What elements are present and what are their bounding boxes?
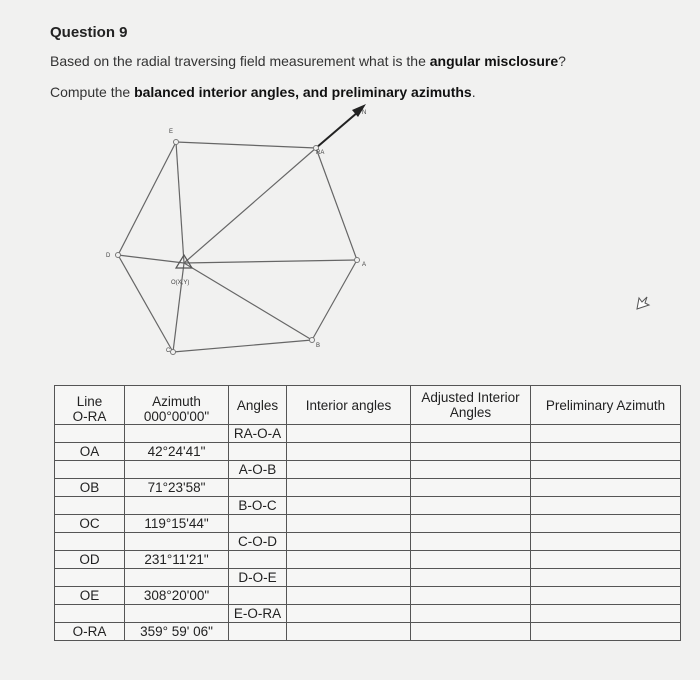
preliminary-azimuth-input[interactable] bbox=[531, 587, 681, 605]
col-header-adjusted-line1: Adjusted Interior bbox=[421, 390, 520, 405]
table-row-line bbox=[55, 587, 681, 605]
azimuth-cell: 119°15'44" bbox=[125, 515, 229, 533]
interior-angle-input[interactable] bbox=[287, 479, 411, 497]
angle-name-cell: RA-O-A bbox=[229, 425, 287, 443]
adjusted-angle-input[interactable] bbox=[411, 479, 531, 497]
station-D-marker bbox=[116, 253, 121, 258]
table-row-angle bbox=[55, 461, 681, 479]
ray-O-D bbox=[118, 255, 184, 263]
preliminary-azimuth-input[interactable] bbox=[531, 515, 681, 533]
edge-A-B bbox=[312, 260, 357, 340]
col-header-line bbox=[55, 386, 125, 425]
label-RA: RA bbox=[316, 150, 325, 156]
empty-cell bbox=[125, 461, 229, 479]
question-text-bold: angular misclosure bbox=[429, 53, 559, 69]
edge-C-D bbox=[118, 255, 173, 352]
empty-cell bbox=[55, 533, 125, 551]
table-row-angle bbox=[55, 569, 681, 587]
table-row-line bbox=[55, 551, 681, 569]
line-name-cell: O-RA bbox=[55, 623, 125, 641]
empty-cell bbox=[229, 515, 287, 533]
adjusted-angle-input[interactable] bbox=[411, 515, 531, 533]
preliminary-azimuth-input[interactable] bbox=[531, 479, 681, 497]
edge-RA-A bbox=[316, 148, 357, 260]
edge-D-E bbox=[118, 142, 176, 255]
col-header-adjusted-line2: Angles bbox=[449, 405, 492, 420]
azimuth-cell: 359° 59' 06" bbox=[125, 623, 229, 641]
preliminary-azimuth-input[interactable] bbox=[531, 533, 681, 551]
preliminary-azimuth-input[interactable] bbox=[531, 623, 681, 641]
label-D: D bbox=[106, 253, 111, 259]
adjusted-angle-input[interactable] bbox=[411, 587, 531, 605]
col-header-azimuth-text: Azimuth bbox=[152, 394, 201, 409]
table-row-line bbox=[55, 479, 681, 497]
empty-cell bbox=[125, 533, 229, 551]
interior-angle-input[interactable] bbox=[287, 461, 411, 479]
ray-O-A bbox=[184, 260, 357, 263]
adjusted-angle-input[interactable] bbox=[411, 569, 531, 587]
traverse-table bbox=[54, 385, 681, 641]
empty-cell bbox=[229, 443, 287, 461]
label-E: E bbox=[169, 129, 174, 135]
first-azimuth-value: 000°00'00" bbox=[143, 409, 210, 424]
north-arrow-shaft bbox=[316, 112, 358, 148]
empty-cell bbox=[55, 425, 125, 443]
first-line-value: O-RA bbox=[72, 409, 107, 424]
station-B-marker bbox=[310, 338, 315, 343]
station-E-marker bbox=[174, 140, 179, 145]
interior-angle-input[interactable] bbox=[287, 569, 411, 587]
adjusted-angle-input[interactable] bbox=[411, 443, 531, 461]
empty-cell bbox=[55, 605, 125, 623]
table-header-row bbox=[55, 386, 681, 425]
interior-angle-input[interactable] bbox=[287, 623, 411, 641]
preliminary-azimuth-input[interactable] bbox=[531, 443, 681, 461]
preliminary-azimuth-input[interactable] bbox=[531, 605, 681, 623]
empty-cell bbox=[229, 623, 287, 641]
label-A: A bbox=[362, 262, 367, 268]
instruction-text-part: . bbox=[471, 84, 476, 100]
col-header-adjusted bbox=[411, 386, 531, 425]
table-row-line bbox=[55, 623, 681, 641]
preliminary-azimuth-input[interactable] bbox=[531, 461, 681, 479]
ray-O-B bbox=[184, 263, 312, 340]
adjusted-angle-input[interactable] bbox=[411, 497, 531, 515]
interior-angle-input[interactable] bbox=[287, 587, 411, 605]
empty-cell bbox=[125, 569, 229, 587]
preliminary-azimuth-input[interactable] bbox=[531, 497, 681, 515]
interior-angle-input[interactable] bbox=[287, 497, 411, 515]
adjusted-angle-input[interactable] bbox=[411, 461, 531, 479]
angle-name-cell: A-O-B bbox=[229, 461, 287, 479]
col-header-preliminary: Preliminary Azimuth bbox=[531, 386, 681, 425]
empty-cell bbox=[229, 479, 287, 497]
station-C-marker bbox=[171, 350, 176, 355]
angle-name-cell: D-O-E bbox=[229, 569, 287, 587]
table-row-line bbox=[55, 515, 681, 533]
line-name-cell: OD bbox=[55, 551, 125, 569]
edge-E-RA bbox=[176, 142, 316, 148]
instruction-text-part: Compute the bbox=[50, 84, 135, 100]
line-name-cell: OA bbox=[55, 443, 125, 461]
angle-name-cell: C-O-D bbox=[229, 533, 287, 551]
empty-cell bbox=[55, 569, 125, 587]
angle-name-cell: B-O-C bbox=[229, 497, 287, 515]
col-header-interior: Interior angles bbox=[287, 386, 411, 425]
empty-cell bbox=[229, 551, 287, 569]
instruction-text-bold: balanced interior angles, and preliminary azimuths bbox=[134, 84, 472, 100]
col-header-angles: Angles bbox=[229, 386, 287, 425]
table-row-angle bbox=[55, 533, 681, 551]
col-header-line-text: Line bbox=[76, 394, 103, 409]
interior-angle-input[interactable] bbox=[287, 551, 411, 569]
empty-cell bbox=[229, 587, 287, 605]
station-A-marker bbox=[355, 258, 360, 263]
adjusted-angle-input[interactable] bbox=[411, 605, 531, 623]
interior-angle-input[interactable] bbox=[287, 533, 411, 551]
table-row-angle bbox=[55, 497, 681, 515]
adjusted-angle-input[interactable] bbox=[411, 623, 531, 641]
edge-B-C bbox=[173, 340, 312, 352]
table-row-angle bbox=[55, 425, 681, 443]
col-header-azimuth bbox=[125, 386, 229, 425]
label-C: C bbox=[166, 348, 171, 354]
preliminary-azimuth-input[interactable] bbox=[531, 425, 681, 443]
azimuth-cell: 231°11'21" bbox=[125, 551, 229, 569]
preliminary-azimuth-input[interactable] bbox=[531, 551, 681, 569]
question-title: Question 9 bbox=[50, 24, 128, 41]
interior-angle-input[interactable] bbox=[287, 425, 411, 443]
label-B: B bbox=[316, 343, 321, 349]
azimuth-cell: 71°23'58" bbox=[125, 479, 229, 497]
ray-O-E bbox=[176, 142, 184, 263]
label-O: O(X,Y) bbox=[171, 280, 190, 286]
preliminary-azimuth-input[interactable] bbox=[531, 569, 681, 587]
azimuth-cell: 42°24'41" bbox=[125, 443, 229, 461]
empty-cell bbox=[125, 497, 229, 515]
adjusted-angle-input[interactable] bbox=[411, 533, 531, 551]
empty-cell bbox=[125, 605, 229, 623]
line-name-cell: OB bbox=[55, 479, 125, 497]
azimuth-cell: 308°20'00" bbox=[125, 587, 229, 605]
adjusted-angle-input[interactable] bbox=[411, 551, 531, 569]
empty-cell bbox=[55, 461, 125, 479]
angle-name-cell: E-O-RA bbox=[229, 605, 287, 623]
ray-O-RA bbox=[184, 148, 316, 263]
line-name-cell: OE bbox=[55, 587, 125, 605]
question-text-part: ? bbox=[558, 53, 566, 69]
empty-cell bbox=[125, 425, 229, 443]
interior-angle-input[interactable] bbox=[287, 515, 411, 533]
question-text-part: Based on the radial traversing field measurement what is the bbox=[50, 53, 430, 69]
interior-angle-input[interactable] bbox=[287, 443, 411, 461]
line-name-cell: OC bbox=[55, 515, 125, 533]
empty-cell bbox=[55, 497, 125, 515]
interior-angle-input[interactable] bbox=[287, 605, 411, 623]
ray-O-C bbox=[173, 263, 184, 352]
cursor-icon bbox=[635, 295, 651, 311]
table-row-line bbox=[55, 443, 681, 461]
label-north: N bbox=[362, 110, 367, 116]
adjusted-angle-input[interactable] bbox=[411, 425, 531, 443]
table-row-angle bbox=[55, 605, 681, 623]
